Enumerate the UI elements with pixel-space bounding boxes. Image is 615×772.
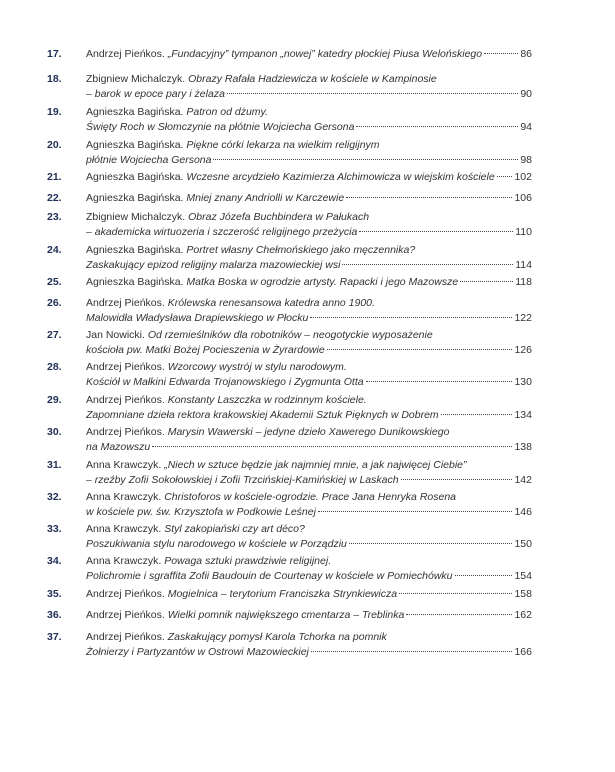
page-number: 130 — [514, 376, 532, 388]
entry-title: Matka Boska w ogrodzie artysty. Rapacki i jego Mazowsze — [186, 276, 459, 288]
entry-number: 30. — [47, 426, 62, 438]
entry-line — [86, 375, 532, 390]
entry-text — [86, 72, 532, 102]
entry-title: – akademicka wirtuozeria i szczerość religijnego przeżycia — [86, 226, 358, 238]
entry-line-text — [86, 523, 305, 535]
entry-text — [86, 243, 532, 273]
entry-text — [86, 425, 532, 455]
dot-leader — [213, 158, 518, 160]
entry-line-text — [86, 297, 375, 309]
entry-title: Wzorcowy wystrój w stylu narodowym. — [167, 361, 347, 373]
entry-title: Wczesne arcydzieło Kazimierza Alchimowicza w wiejskim kościele — [186, 171, 495, 183]
page-number: 150 — [514, 538, 532, 550]
page-number: 98 — [520, 154, 532, 166]
entry-line-text — [86, 631, 387, 643]
entry-line-text — [86, 645, 309, 660]
entry-text — [86, 275, 532, 290]
entry-number: 18. — [47, 73, 62, 85]
entry-line-text — [86, 170, 495, 185]
entry-line — [86, 473, 532, 488]
entry-line — [86, 522, 532, 537]
entry-line — [86, 630, 532, 645]
entry-title: Wielki pomnik największego cmentarza – Treblinka — [167, 609, 405, 621]
page-number: 86 — [520, 48, 532, 60]
dot-leader — [342, 263, 513, 265]
entry-title: – barok w epoce pary i żelaza — [86, 88, 225, 100]
entry-author: Agnieszka Bagińska. — [86, 244, 184, 256]
dot-leader — [152, 445, 512, 447]
entry-line-text — [86, 587, 397, 602]
entry-title: Patron od dżumy. — [186, 106, 268, 118]
page-number: 154 — [514, 570, 532, 582]
entry-line-text — [86, 608, 404, 623]
entry-author: Zbigniew Michalczyk. — [86, 73, 186, 85]
entry-line — [86, 408, 532, 423]
entry-line — [86, 138, 532, 153]
page-number: 146 — [514, 506, 532, 518]
entry-title: Powaga sztuki prawdziwie religijnej. — [164, 555, 332, 567]
entry-number: 17. — [47, 48, 62, 60]
entry-line — [86, 425, 532, 440]
entry-number: 20. — [47, 139, 62, 151]
entry-title: Marysin Wawerski – jedyne dzieło Xawerego Dunikowskiego — [167, 426, 450, 438]
entry-text — [86, 630, 532, 660]
entry-line-text — [86, 394, 367, 406]
entry-title: Zaskakujący epizod religijny malarza mazowieckiej wsi — [86, 259, 341, 271]
entry-line — [86, 537, 532, 552]
entry-line — [86, 275, 532, 290]
entry-title: Konstanty Laszczka w rodzinnym kościele. — [167, 394, 367, 406]
dot-leader — [366, 380, 513, 382]
dot-leader — [311, 650, 513, 652]
entry-line — [86, 210, 532, 225]
entry-line-text — [86, 343, 325, 358]
entry-line-text — [86, 106, 268, 118]
entry-title: Polichromie i sgraffita Zofii Baudouin de Courtenay w kościele w Pomiechówku — [86, 570, 453, 582]
entry-author: Andrzej Pieńkos. — [86, 631, 165, 643]
entry-line — [86, 608, 532, 623]
entry-text — [86, 490, 532, 520]
dot-leader — [455, 574, 513, 576]
entry-text — [86, 191, 532, 206]
entry-line-text — [86, 225, 357, 240]
entry-author: Anna Krawczyk. — [86, 491, 162, 503]
entry-number: 35. — [47, 588, 62, 600]
dot-leader — [227, 92, 518, 94]
entry-text — [86, 587, 532, 602]
entry-title: w kościele pw. św. Krzysztofa w Podkowie Leśnej — [86, 506, 316, 518]
dot-leader — [406, 613, 512, 615]
entry-line — [86, 587, 532, 602]
dot-leader — [441, 413, 513, 415]
entry-line — [86, 72, 532, 87]
entry-author: Andrzej Pieńkos. — [86, 609, 165, 621]
entry-title: kościoła pw. Matki Bożej Pocieszenia w Żyrardowie — [86, 344, 325, 356]
entry-author: Agnieszka Bagińska. — [86, 192, 184, 204]
page-number: 162 — [514, 609, 532, 621]
entry-title: Żołnierzy i Partyzantów w Ostrowi Mazowieckiej — [86, 646, 309, 658]
entry-line-text — [86, 211, 369, 223]
dot-leader — [399, 592, 512, 594]
entry-text — [86, 47, 532, 62]
entry-title: Święty Roch w Słomczynie na płótnie Wojciecha Gersona — [86, 121, 355, 133]
entry-author: Andrzej Pieńkos. — [86, 48, 165, 60]
dot-leader — [401, 478, 513, 480]
entry-line-text — [86, 258, 340, 273]
entry-author: Andrzej Pieńkos. — [86, 394, 165, 406]
entry-number: 25. — [47, 276, 62, 288]
entry-line-text — [86, 329, 433, 341]
entry-number: 29. — [47, 394, 62, 406]
entry-line — [86, 243, 532, 258]
page-number: 110 — [515, 226, 532, 238]
entry-number: 36. — [47, 609, 62, 621]
entry-line-text — [86, 244, 415, 256]
entry-number: 28. — [47, 361, 62, 373]
entry-line-text — [86, 569, 453, 584]
entry-line-text — [86, 191, 344, 206]
entry-number: 27. — [47, 329, 62, 341]
entry-text — [86, 210, 532, 240]
entry-author: Agnieszka Bagińska. — [86, 106, 184, 118]
page-number: 166 — [514, 646, 532, 658]
entry-title: Zapomniane dzieła rektora krakowskiej Akademii Sztuk Pięknych w Dobrem — [86, 409, 439, 421]
entry-title: Obrazy Rafała Hadziewicza w kościele w Kampinosie — [188, 73, 437, 85]
entry-number: 31. — [47, 459, 62, 471]
entry-line — [86, 360, 532, 375]
entry-title: Piękne córki lekarza na wielkim religijnym — [186, 139, 380, 151]
page-number: 114 — [515, 259, 532, 271]
entry-author: Anna Krawczyk. — [86, 555, 162, 567]
entry-number: 34. — [47, 555, 62, 567]
entry-line-text — [86, 275, 458, 290]
dot-leader — [460, 280, 513, 282]
entry-line — [86, 153, 532, 168]
dot-leader — [356, 125, 518, 127]
entry-line-text — [86, 139, 380, 151]
entry-line — [86, 393, 532, 408]
entry-author: Agnieszka Bagińska. — [86, 171, 184, 183]
entry-line-text — [86, 555, 331, 567]
entry-line-text — [86, 47, 482, 62]
entry-line — [86, 569, 532, 584]
entry-text — [86, 296, 532, 326]
entry-author: Anna Krawczyk. — [86, 523, 162, 535]
dot-leader — [349, 542, 513, 544]
entry-title: „Fundacyjny” tympanon „nowej” katedry płockiej Piusa Welońskiego — [167, 48, 483, 60]
entry-author: Andrzej Pieńkos. — [86, 297, 165, 309]
page-number: 102 — [514, 171, 532, 183]
dot-leader — [497, 175, 513, 177]
entry-line-text — [86, 408, 439, 423]
entry-line — [86, 505, 532, 520]
entry-line — [86, 120, 532, 135]
entry-line — [86, 87, 532, 102]
entry-author: Agnieszka Bagińska. — [86, 139, 184, 151]
entry-line-text — [86, 491, 456, 503]
entry-line-text — [86, 311, 308, 326]
entry-line — [86, 296, 532, 311]
entry-line-text — [86, 505, 316, 520]
entry-text — [86, 554, 532, 584]
entry-text — [86, 608, 532, 623]
dot-leader — [484, 52, 518, 54]
entry-number: 23. — [47, 211, 62, 223]
entry-line — [86, 258, 532, 273]
entry-author: Anna Krawczyk. — [86, 459, 162, 471]
dot-leader — [318, 510, 513, 512]
dot-leader — [327, 348, 513, 350]
entry-line — [86, 490, 532, 505]
entry-title: Królewska renesansowa katedra anno 1900. — [167, 297, 375, 309]
page-number: 142 — [514, 474, 532, 486]
entry-line — [86, 554, 532, 569]
entry-text — [86, 360, 532, 390]
entry-text — [86, 105, 532, 135]
entry-line — [86, 440, 532, 455]
entry-line-text — [86, 537, 347, 552]
entry-title: Mogielnica – terytorium Franciszka Strynkiewicza — [167, 588, 398, 600]
entry-number: 21. — [47, 171, 62, 183]
page-number: 94 — [520, 121, 532, 133]
entry-title: Kościół w Małkini Edwarda Trojanowskiego i Zygmunta Otta — [86, 376, 364, 388]
dot-leader — [310, 316, 512, 318]
entry-author: Andrzej Pieńkos. — [86, 361, 165, 373]
entry-title: – rzeźby Zofii Sokołowskiej i Zofii Trzcińskiej-Kamińskiej w Laskach — [86, 474, 399, 486]
entry-title: na Mazowszu — [86, 441, 151, 453]
entry-title: Portret własny Chełmońskiego jako męczennika? — [186, 244, 416, 256]
entry-title: Poszukiwania stylu narodowego w kościele w Porządziu — [86, 538, 347, 550]
entry-text — [86, 393, 532, 423]
page-number: 126 — [514, 344, 532, 356]
entry-line — [86, 311, 532, 326]
entry-number: 26. — [47, 297, 62, 309]
page-number: 138 — [514, 441, 532, 453]
entry-line-text — [86, 473, 399, 488]
entry-title: „Niech w sztuce będzie jak najmniej mnie, a jak najwięcej Ciebie” — [164, 459, 467, 471]
entry-number: 32. — [47, 491, 62, 503]
entry-text — [86, 170, 532, 185]
entry-author: Jan Nowicki. — [86, 329, 145, 341]
entry-title: Od rzemieślników dla robotników – neogotyckie wyposażenie — [147, 329, 433, 341]
entry-line — [86, 645, 532, 660]
entry-text — [86, 522, 532, 552]
entry-line — [86, 225, 532, 240]
entry-line — [86, 170, 532, 185]
entry-author: Andrzej Pieńkos. — [86, 426, 165, 438]
entry-line-text — [86, 361, 347, 373]
entry-title: Obraz Józefa Buchbindera w Pałukach — [188, 211, 370, 223]
entry-author: Zbigniew Michalczyk. — [86, 211, 186, 223]
entry-number: 24. — [47, 244, 62, 256]
page-number: 122 — [514, 312, 532, 324]
page-number: 90 — [520, 88, 532, 100]
entry-number: 33. — [47, 523, 62, 535]
entry-number: 37. — [47, 631, 62, 643]
entry-title: Christoforos w kościele-ogrodzie. Prace Jana Henryka Rosena — [164, 491, 457, 503]
entry-line-text — [86, 153, 211, 168]
entry-line — [86, 191, 532, 206]
page-number: 106 — [514, 192, 532, 204]
dot-leader — [346, 196, 512, 198]
entry-title: Zaskakujący pomysł Karola Tchorka na pomnik — [167, 631, 387, 643]
entry-line-text — [86, 87, 225, 102]
entry-line-text — [86, 440, 150, 455]
entry-line-text — [86, 73, 437, 85]
entry-line — [86, 343, 532, 358]
entry-line — [86, 328, 532, 343]
entry-line — [86, 47, 532, 62]
entry-text — [86, 328, 532, 358]
page-number: 158 — [514, 588, 532, 600]
dot-leader — [359, 230, 513, 232]
entry-text — [86, 138, 532, 168]
entry-line-text — [86, 120, 354, 135]
entry-line-text — [86, 426, 449, 438]
page-number: 134 — [514, 409, 532, 421]
entry-line — [86, 105, 532, 120]
entry-line-text — [86, 459, 467, 471]
entry-line — [86, 458, 532, 473]
entry-title: Mniej znany Andriolli w Karczewie — [186, 192, 345, 204]
entry-number: 19. — [47, 106, 62, 118]
entry-title: płótnie Wojciecha Gersona — [86, 154, 212, 166]
entry-line-text — [86, 375, 364, 390]
entry-title: Malowidła Władysława Drapiewskiego w Płocku — [86, 312, 309, 324]
entry-number: 22. — [47, 192, 62, 204]
entry-author: Andrzej Pieńkos. — [86, 588, 165, 600]
entry-title: Styl zakopiański czy art déco? — [164, 523, 305, 535]
page-number: 118 — [515, 276, 532, 288]
entry-author: Agnieszka Bagińska. — [86, 276, 184, 288]
entry-text — [86, 458, 532, 488]
